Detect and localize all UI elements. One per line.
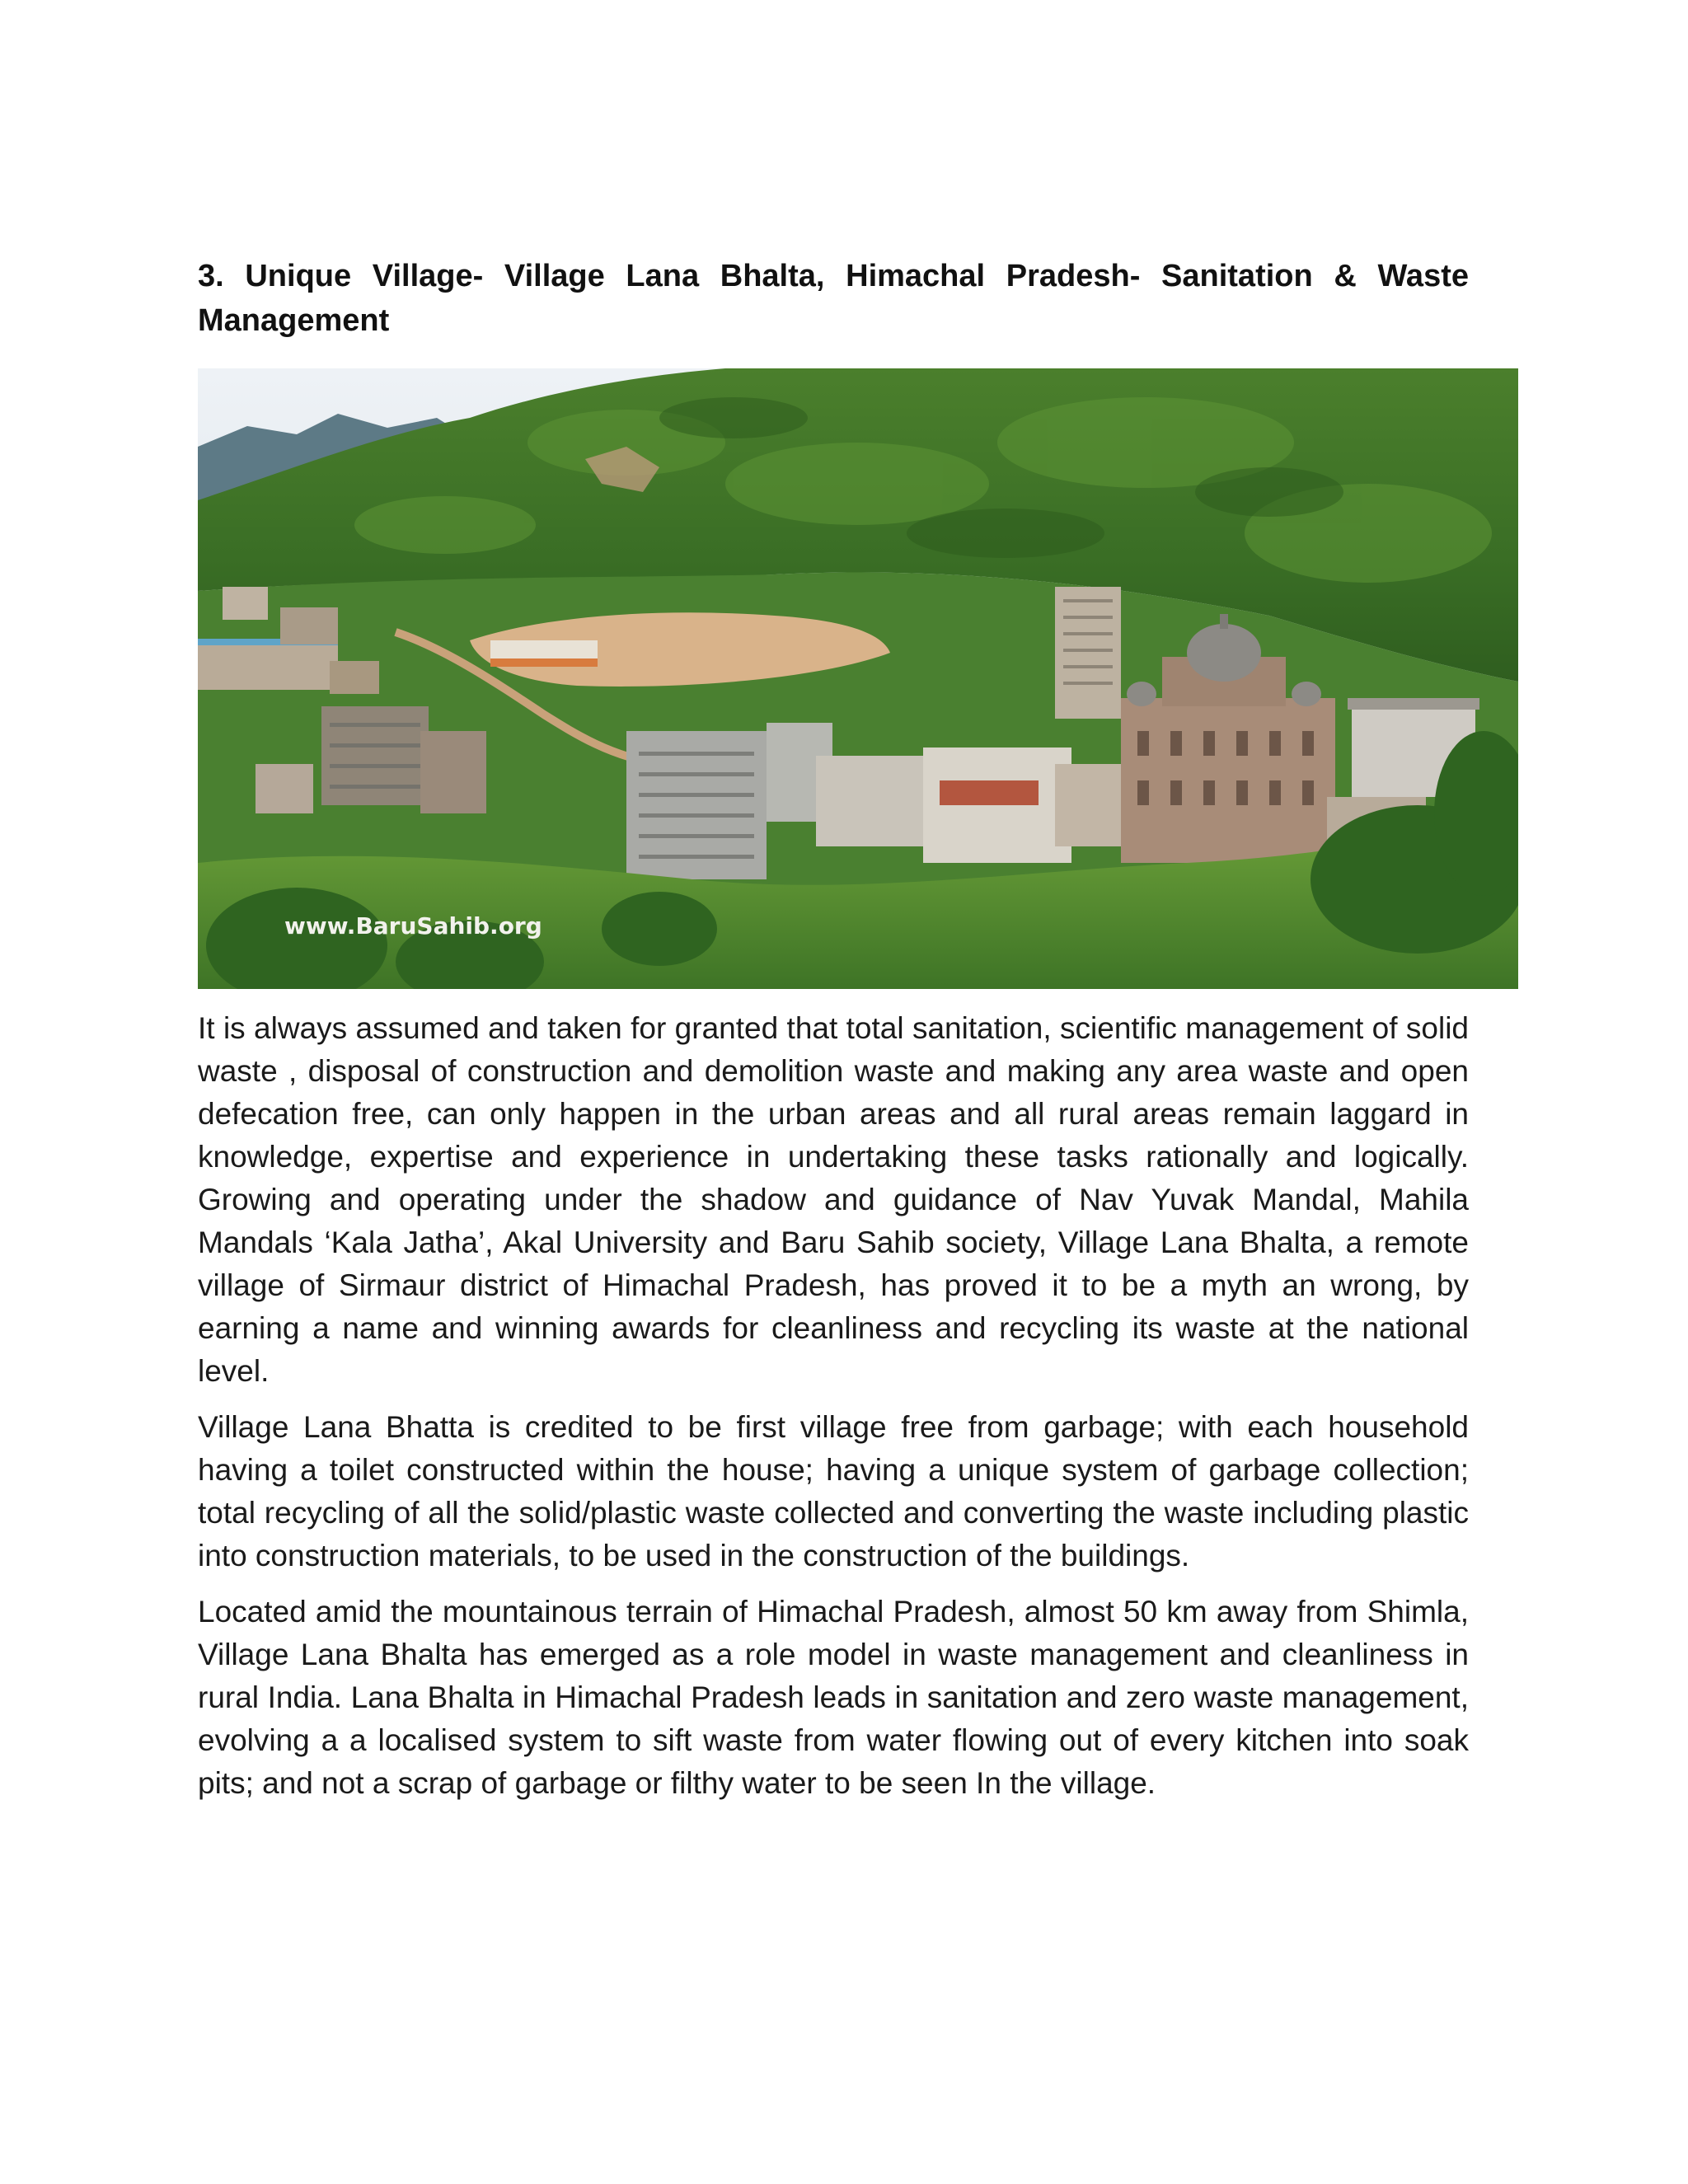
paragraph: Located amid the mountainous terrain of Himachal Pradesh, almost 50 km away from Shimla, Village Lana Bhalta has emerged as a role model in waste management and cleanliness in rural India. Lana Bhalta in Himachal Pradesh leads in sanitation and zero waste management, evolving a a localised system to sift waste from water flowing out of every kitchen into soak pits; and not a scrap of garbage or filthy water to be seen In the village. (198, 1595, 1469, 1800)
paragraph: Village Lana Bhatta is credited to be first village free from garbage; with each household having a toilet constructed within the house; having a unique system of garbage collection; total recycling of all the solid/plastic waste collected and converting the waste including plastic into construction materials, to be used in the construction of the buildings. (198, 1410, 1469, 1572)
paragraph: It is always assumed and taken for granted that total sanitation, scientific management of solid waste , disposal of construction and demolition waste and making any area waste and open defecation free, can only happen in the urban areas and all rural areas remain laggard in knowledge, expertise and experience in undertaking these tasks rationally and logically. Growing and operating under the shadow and guidance of Nav Yuvak Mandal, Mahila Mandals ‘Kala Jatha’, Akal University and Baru Sahib society, Village Lana Bhalta, a remote village of Sirmaur district of Himachal Pradesh, has proved it to be a myth an wrong, by earning a name and winning awards for cleanliness and recycling its waste at the national level. (198, 1011, 1469, 1388)
village-photo (198, 368, 1518, 989)
tower-building (1055, 587, 1121, 719)
section-heading: 3. Unique Village- Village Lana Bhalta, Himachal Pradesh- Sanitation & Waste Management (198, 259, 1469, 338)
article-body (198, 1007, 1469, 1818)
village-landscape-illustration (198, 368, 1518, 989)
photo-watermark: www.BaruSahib.org (284, 912, 542, 940)
